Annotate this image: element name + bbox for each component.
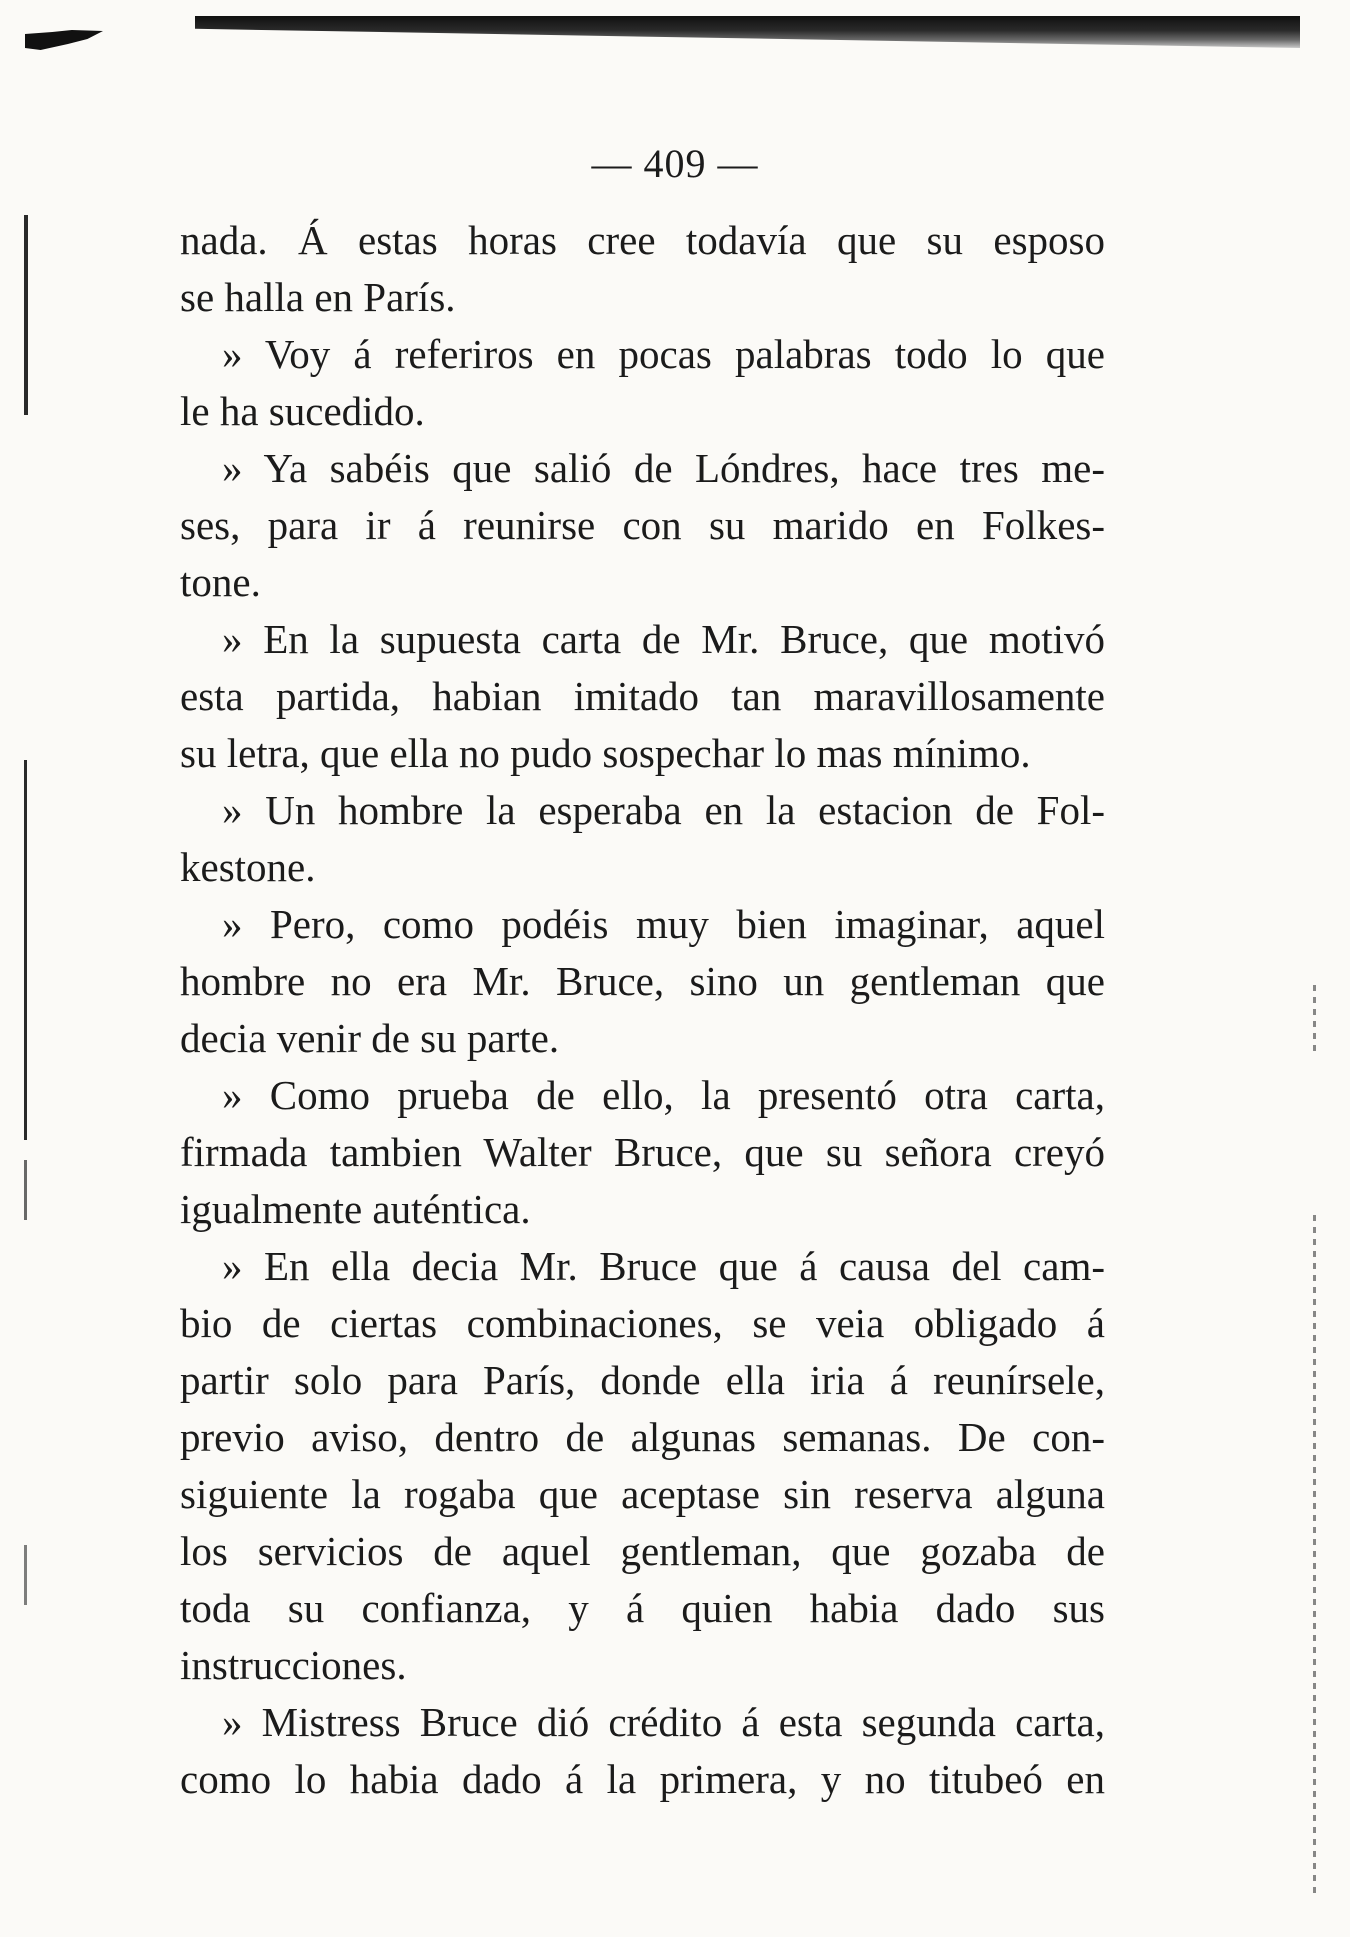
text-line: kestone. xyxy=(180,844,316,890)
text-line: » Pero, como podéis muy bien imaginar, aquel xyxy=(222,901,1105,947)
text-line: instrucciones. xyxy=(180,1642,407,1688)
text-line: nada. Á estas horas cree todavía que su esposo xyxy=(180,217,1105,263)
text-line: ses, para ir á reunirse con su marido en Folkes- xyxy=(180,502,1105,548)
text-line: partir solo para París, donde ella iria á reunírsele, xyxy=(180,1357,1105,1403)
text-line: » Ya sabéis que salió de Lóndres, hace tres me- xyxy=(222,445,1105,491)
text-line: hombre no era Mr. Bruce, sino un gentleman que xyxy=(180,958,1105,1004)
text-line: siguiente la rogaba que aceptase sin reserva alguna xyxy=(180,1471,1105,1517)
text-line: los servicios de aquel gentleman, que gozaba de xyxy=(180,1528,1105,1574)
scan-right-edge-mark xyxy=(1313,985,1316,1055)
scan-left-edge-mark xyxy=(24,1545,27,1605)
body-text xyxy=(180,212,1105,1808)
text-line: » En la supuesta carta de Mr. Bruce, que motivó xyxy=(222,616,1105,662)
text-line: » Voy á referiros en pocas palabras todo lo que xyxy=(222,331,1105,377)
text-line: decia venir de su parte. xyxy=(180,1015,560,1061)
text-line: » Mistress Bruce dió crédito á esta segunda carta, xyxy=(222,1699,1105,1745)
text-line: como lo habia dado á la primera, y no titubeó en xyxy=(180,1756,1105,1802)
text-line: firmada tambien Walter Bruce, que su señora creyó xyxy=(180,1129,1105,1175)
scan-left-edge-mark xyxy=(24,215,28,415)
text-line: toda su confianza, y á quien habia dado sus xyxy=(180,1585,1105,1631)
page-number: — 409 — xyxy=(591,141,759,186)
text-line: previo aviso, dentro de algunas semanas. De con- xyxy=(180,1414,1105,1460)
scan-top-bar xyxy=(195,16,1300,48)
text-line: » Como prueba de ello, la presentó otra carta, xyxy=(222,1072,1105,1118)
scan-left-edge-mark xyxy=(24,1160,27,1220)
scan-left-edge-mark xyxy=(24,760,27,1140)
text-line: » Un hombre la esperaba en la estacion de Fol- xyxy=(222,787,1105,833)
text-line: » En ella decia Mr. Bruce que á causa del cam- xyxy=(222,1243,1105,1289)
text-line: esta partida, habian imitado tan maravillosamente xyxy=(180,673,1105,719)
text-line: se halla en París. xyxy=(180,274,456,320)
scan-right-edge-mark xyxy=(1313,1215,1316,1895)
text-line: le ha sucedido. xyxy=(180,388,425,434)
text-line: bio de ciertas combinaciones, se veia obligado á xyxy=(180,1300,1105,1346)
scan-corner-mark xyxy=(25,30,103,50)
text-line: su letra, que ella no pudo sospechar lo mas mínimo. xyxy=(180,730,1031,776)
text-line: tone. xyxy=(180,559,261,605)
text-line: igualmente auténtica. xyxy=(180,1186,531,1232)
